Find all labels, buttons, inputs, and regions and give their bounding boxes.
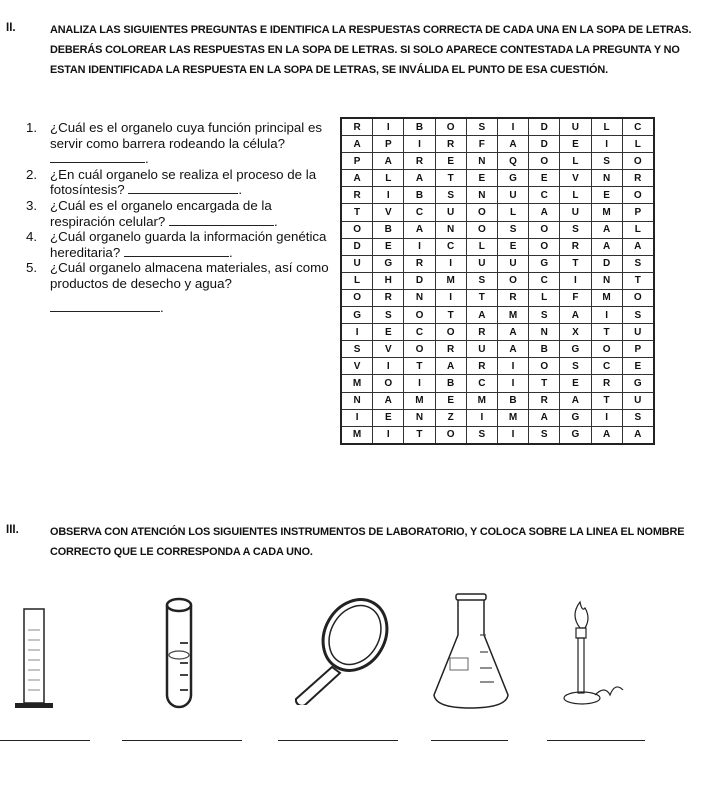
grid-cell[interactable]: I xyxy=(591,307,622,324)
grid-cell[interactable]: C xyxy=(466,375,497,392)
grid-cell[interactable]: N xyxy=(435,221,466,238)
grid-cell[interactable]: S xyxy=(622,255,654,272)
grid-cell[interactable]: M xyxy=(466,392,497,409)
grid-cell[interactable]: A xyxy=(591,238,622,255)
grid-cell[interactable]: O xyxy=(435,118,466,136)
grid-cell[interactable]: S xyxy=(591,153,622,170)
grid-cell[interactable]: C xyxy=(591,358,622,375)
answer-blank[interactable] xyxy=(169,214,274,226)
grid-row xyxy=(341,221,654,238)
grid-cell[interactable]: C xyxy=(529,272,560,289)
grid-cell[interactable]: V xyxy=(341,358,373,375)
question-item xyxy=(26,260,336,315)
grid-cell[interactable]: T xyxy=(591,324,622,341)
grid-cell[interactable]: R xyxy=(497,289,528,306)
grid-cell[interactable]: T xyxy=(560,255,591,272)
grid-cell[interactable]: M xyxy=(497,409,528,426)
grid-cell[interactable]: O xyxy=(404,307,435,324)
grid-cell[interactable]: S xyxy=(435,187,466,204)
grid-cell[interactable]: P xyxy=(622,341,654,358)
grid-cell[interactable]: O xyxy=(341,221,373,238)
grid-cell[interactable]: T xyxy=(435,307,466,324)
grid-row xyxy=(341,392,654,409)
grid-cell[interactable]: B xyxy=(435,375,466,392)
grid-cell[interactable]: I xyxy=(341,324,373,341)
grid-cell[interactable]: A xyxy=(373,153,404,170)
question-text: ¿Cuál es el organelo cuya función principal es servir como barrera rodeando la célula? . xyxy=(50,120,323,167)
grid-cell[interactable]: S xyxy=(497,221,528,238)
grid-cell[interactable]: T xyxy=(466,289,497,306)
grid-row xyxy=(341,170,654,187)
grid-cell[interactable]: L xyxy=(591,118,622,136)
grid-cell[interactable]: U xyxy=(466,255,497,272)
question-label: ¿Cuál es el organelo cuya función principal es servir como barrera rodeando la célula? xyxy=(50,120,323,151)
grid-cell[interactable]: D xyxy=(341,238,373,255)
grid-cell[interactable]: O xyxy=(404,341,435,358)
answer-blank[interactable] xyxy=(50,151,145,163)
grid-cell[interactable]: D xyxy=(591,255,622,272)
grid-cell[interactable]: I xyxy=(591,409,622,426)
grid-cell[interactable]: A xyxy=(622,426,654,444)
grid-cell[interactable]: G xyxy=(560,341,591,358)
answer-line-3[interactable] xyxy=(278,740,398,741)
grid-cell[interactable]: A xyxy=(529,409,560,426)
section-3-instructions: OBSERVA CON ATENCIÓN LOS SIGUIENTES INSTRUMENTOS DE LABORATORIO, Y COLOCA SOBRE LA LINEA EL NOMBRE CORRECTO QUE LE CORRESPONDA A CADA UNO. xyxy=(50,526,685,558)
grid-cell[interactable]: X xyxy=(560,324,591,341)
grid-cell[interactable]: O xyxy=(341,289,373,306)
grid-cell[interactable]: D xyxy=(404,272,435,289)
grid-row xyxy=(341,153,654,170)
grid-cell[interactable]: E xyxy=(529,170,560,187)
grid-cell[interactable]: P xyxy=(341,153,373,170)
grid-cell[interactable]: R xyxy=(404,153,435,170)
question-label: ¿Cuál organelo guarda la información genética hereditaria? xyxy=(50,229,327,260)
grid-cell[interactable]: C xyxy=(435,238,466,255)
grid-row xyxy=(341,341,654,358)
grid-cell[interactable]: O xyxy=(435,426,466,444)
grid-cell[interactable]: T xyxy=(435,170,466,187)
grid-cell[interactable]: M xyxy=(341,375,373,392)
grid-cell[interactable]: R xyxy=(622,170,654,187)
grid-cell[interactable]: A xyxy=(341,170,373,187)
grid-cell[interactable]: I xyxy=(435,289,466,306)
grid-cell[interactable]: G xyxy=(560,409,591,426)
grid-cell[interactable]: E xyxy=(373,324,404,341)
question-label: ¿Cuál organelo almacena materiales, así como productos de desecho y agua? xyxy=(50,260,329,291)
answer-line-1[interactable] xyxy=(0,740,90,741)
grid-cell[interactable]: L xyxy=(622,136,654,153)
answer-line-2[interactable] xyxy=(122,740,242,741)
answer-line-4[interactable] xyxy=(431,740,508,741)
grid-cell[interactable]: E xyxy=(497,238,528,255)
grid-cell[interactable]: A xyxy=(373,392,404,409)
grid-cell[interactable]: Z xyxy=(435,409,466,426)
grid-row xyxy=(341,409,654,426)
grid-cell[interactable]: M xyxy=(497,307,528,324)
grid-cell[interactable]: E xyxy=(560,375,591,392)
grid-cell[interactable]: E xyxy=(435,392,466,409)
question-item xyxy=(26,198,336,229)
grid-cell[interactable]: C xyxy=(622,118,654,136)
question-number: 2. xyxy=(26,166,38,182)
grid-cell[interactable]: O xyxy=(435,324,466,341)
grid-row xyxy=(341,204,654,221)
grid-cell[interactable]: I xyxy=(341,409,373,426)
grid-cell[interactable]: D xyxy=(529,136,560,153)
grid-cell[interactable]: A xyxy=(591,221,622,238)
grid-cell[interactable]: G xyxy=(529,255,560,272)
grid-cell[interactable]: E xyxy=(435,153,466,170)
grid-cell[interactable]: A xyxy=(435,358,466,375)
grid-cell[interactable]: R xyxy=(435,136,466,153)
question-item xyxy=(26,167,336,198)
grid-cell[interactable]: R xyxy=(435,341,466,358)
grid-cell[interactable]: G xyxy=(497,170,528,187)
grid-cell[interactable]: I xyxy=(373,426,404,444)
grid-cell[interactable]: T xyxy=(341,204,373,221)
grid-cell[interactable]: R xyxy=(404,255,435,272)
grid-cell[interactable]: S xyxy=(622,307,654,324)
grid-cell[interactable]: L xyxy=(529,289,560,306)
grid-row xyxy=(341,324,654,341)
grid-cell[interactable]: H xyxy=(373,272,404,289)
grid-cell[interactable]: T xyxy=(404,358,435,375)
section-2-instructions: ANALIZA LAS SIGUIENTES PREGUNTAS E IDENTIFICA LA RESPUESTAS CORRECTA DE CADA UNA EN LA SOPA DE LETRAS. DEBERÁS COLOREAR LAS RESPUESTAS EN LA SOPA DE LETRAS. SI SOLO APARECE CONTESTADA LA PREGUNTA Y NO ESTAN IDENTIFICADA LA RESPUESTA EN LA SOPA DE LETRAS, SE INVÁLIDA EL PUNTO DE ESA CUESTIÓN. xyxy=(50,24,692,76)
grid-cell[interactable]: E xyxy=(591,187,622,204)
grid-cell[interactable]: U xyxy=(560,204,591,221)
grid-cell[interactable]: L xyxy=(560,153,591,170)
grid-cell[interactable]: I xyxy=(497,375,528,392)
grid-cell[interactable]: M xyxy=(404,392,435,409)
grid-cell[interactable]: U xyxy=(435,204,466,221)
grid-cell[interactable]: I xyxy=(591,136,622,153)
answer-blank[interactable] xyxy=(124,245,229,257)
answer-line-5[interactable] xyxy=(547,740,645,741)
grid-cell[interactable]: C xyxy=(404,204,435,221)
grid-row xyxy=(341,307,654,324)
grid-cell[interactable]: T xyxy=(404,426,435,444)
grid-cell[interactable]: I xyxy=(435,255,466,272)
grid-cell[interactable]: O xyxy=(373,375,404,392)
grid-cell[interactable]: A xyxy=(466,307,497,324)
question-text: ¿En cuál organelo se realiza el proceso de la fotosíntesis? . xyxy=(50,166,317,198)
grid-cell[interactable]: S xyxy=(466,426,497,444)
grid-row xyxy=(341,255,654,272)
grid-cell[interactable]: A xyxy=(404,170,435,187)
grid-cell[interactable]: G xyxy=(622,375,654,392)
question-item xyxy=(26,120,336,167)
grid-cell[interactable]: U xyxy=(622,324,654,341)
grid-cell[interactable]: O xyxy=(622,153,654,170)
grid-cell[interactable]: O xyxy=(466,204,497,221)
grid-cell[interactable]: S xyxy=(466,272,497,289)
grid-cell[interactable]: A xyxy=(622,238,654,255)
grid-cell[interactable]: S xyxy=(529,307,560,324)
grid-cell[interactable]: Q xyxy=(497,153,528,170)
grid-cell[interactable]: I xyxy=(466,409,497,426)
grid-cell[interactable]: O xyxy=(591,341,622,358)
question-number: 5. xyxy=(26,260,38,276)
grid-cell[interactable]: T xyxy=(529,375,560,392)
grid-cell[interactable]: U xyxy=(341,255,373,272)
test-tube-icon xyxy=(160,595,200,715)
grid-cell[interactable]: D xyxy=(529,118,560,136)
grid-cell[interactable]: U xyxy=(466,341,497,358)
grid-cell[interactable]: F xyxy=(560,289,591,306)
grid-cell[interactable]: S xyxy=(373,307,404,324)
grid-cell[interactable]: E xyxy=(373,238,404,255)
grid-cell[interactable]: A xyxy=(404,221,435,238)
grid-cell[interactable]: L xyxy=(622,221,654,238)
grid-cell[interactable]: O xyxy=(529,153,560,170)
grid-cell[interactable]: O xyxy=(466,221,497,238)
question-number: 3. xyxy=(26,197,38,213)
grid-cell[interactable]: N xyxy=(466,153,497,170)
grid-cell[interactable]: V xyxy=(373,204,404,221)
grid-cell[interactable]: A xyxy=(497,136,528,153)
grid-cell[interactable]: E xyxy=(622,358,654,375)
grid-cell[interactable]: N xyxy=(341,392,373,409)
graduated-cylinder-icon xyxy=(10,605,60,715)
grid-cell[interactable]: N xyxy=(466,187,497,204)
grid-cell[interactable]: R xyxy=(373,289,404,306)
grid-cell[interactable]: I xyxy=(404,238,435,255)
question-text: ¿Cuál organelo almacena materiales, así como productos de desecho y agua? . xyxy=(50,260,329,315)
grid-cell[interactable]: C xyxy=(529,187,560,204)
grid-cell[interactable]: U xyxy=(497,255,528,272)
section-3-number: III. xyxy=(6,524,19,536)
grid-cell[interactable]: M xyxy=(591,204,622,221)
grid-cell[interactable]: R xyxy=(529,392,560,409)
grid-cell[interactable]: G xyxy=(341,307,373,324)
grid-cell[interactable]: I xyxy=(497,118,528,136)
grid-cell[interactable]: L xyxy=(560,187,591,204)
question-text: ¿Cuál organelo guarda la información genética hereditaria? . xyxy=(50,229,327,260)
grid-cell[interactable]: U xyxy=(622,392,654,409)
grid-row xyxy=(341,358,654,375)
grid-cell[interactable]: T xyxy=(591,392,622,409)
grid-cell[interactable]: A xyxy=(497,341,528,358)
grid-cell[interactable]: N xyxy=(591,272,622,289)
grid-cell[interactable]: S xyxy=(560,358,591,375)
grid-cell[interactable]: I xyxy=(497,426,528,444)
grid-row xyxy=(341,238,654,255)
grid-cell[interactable]: M xyxy=(435,272,466,289)
magnifying-glass-icon xyxy=(280,595,400,705)
grid-cell[interactable]: F xyxy=(466,136,497,153)
grid-cell[interactable]: S xyxy=(560,221,591,238)
bunsen-burner-icon xyxy=(555,600,635,710)
grid-cell[interactable]: B xyxy=(404,187,435,204)
grid-cell[interactable]: E xyxy=(560,136,591,153)
grid-cell[interactable]: S xyxy=(529,426,560,444)
grid-cell[interactable]: L xyxy=(341,272,373,289)
grid-cell[interactable]: R xyxy=(341,187,373,204)
grid-cell[interactable]: R xyxy=(560,238,591,255)
word-search-grid xyxy=(340,117,655,445)
grid-cell[interactable]: O xyxy=(529,358,560,375)
grid-cell[interactable]: T xyxy=(622,272,654,289)
grid-cell[interactable]: A xyxy=(529,204,560,221)
grid-cell[interactable]: O xyxy=(529,221,560,238)
grid-cell[interactable]: I xyxy=(560,272,591,289)
grid-cell[interactable]: M xyxy=(341,426,373,444)
question-number: 1. xyxy=(26,120,38,135)
grid-cell[interactable]: I xyxy=(404,375,435,392)
grid-cell[interactable]: L xyxy=(466,238,497,255)
grid-cell[interactable]: A xyxy=(497,324,528,341)
grid-row xyxy=(341,375,654,392)
question-number: 4. xyxy=(26,229,38,245)
grid-cell[interactable]: A xyxy=(560,307,591,324)
grid-cell[interactable]: N xyxy=(591,170,622,187)
grid-cell[interactable]: G xyxy=(373,255,404,272)
grid-cell[interactable]: L xyxy=(497,204,528,221)
question-list xyxy=(26,120,336,315)
grid-cell[interactable]: A xyxy=(560,392,591,409)
grid-cell[interactable]: B xyxy=(373,221,404,238)
grid-row xyxy=(341,289,654,306)
grid-cell[interactable]: I xyxy=(373,358,404,375)
grid-cell[interactable]: V xyxy=(373,341,404,358)
grid-row xyxy=(341,187,654,204)
grid-cell[interactable]: A xyxy=(591,426,622,444)
grid-cell[interactable]: B xyxy=(404,118,435,136)
grid-cell[interactable]: L xyxy=(373,170,404,187)
grid-cell[interactable]: U xyxy=(497,187,528,204)
grid-cell[interactable]: U xyxy=(560,118,591,136)
question-text: ¿Cuál es el organelo encargada de la respiración celular? . xyxy=(50,197,278,229)
grid-cell[interactable]: I xyxy=(373,118,404,136)
erlenmeyer-flask-icon xyxy=(430,590,515,715)
grid-cell[interactable]: N xyxy=(404,409,435,426)
grid-cell[interactable]: E xyxy=(466,170,497,187)
question-label: ¿Cuál es el organelo encargada de la respiración celular? xyxy=(50,197,272,229)
grid-cell[interactable]: S xyxy=(466,118,497,136)
grid-cell[interactable]: I xyxy=(373,187,404,204)
grid-row xyxy=(341,426,654,444)
grid-cell[interactable]: S xyxy=(622,409,654,426)
grid-cell[interactable]: E xyxy=(373,409,404,426)
grid-cell[interactable]: I xyxy=(497,358,528,375)
grid-cell[interactable]: A xyxy=(341,136,373,153)
grid-cell[interactable]: R xyxy=(466,324,497,341)
answer-blank[interactable] xyxy=(128,182,238,194)
grid-cell[interactable]: C xyxy=(404,324,435,341)
grid-cell[interactable]: R xyxy=(466,358,497,375)
grid-cell[interactable]: M xyxy=(591,289,622,306)
grid-cell[interactable]: S xyxy=(341,341,373,358)
grid-cell[interactable]: O xyxy=(622,289,654,306)
grid-cell[interactable]: N xyxy=(529,324,560,341)
grid-cell[interactable]: R xyxy=(591,375,622,392)
grid-cell[interactable]: O xyxy=(529,238,560,255)
grid-cell[interactable]: I xyxy=(404,136,435,153)
grid-cell[interactable]: R xyxy=(341,118,373,136)
grid-cell[interactable]: P xyxy=(373,136,404,153)
grid-cell[interactable]: P xyxy=(622,204,654,221)
grid-cell[interactable]: O xyxy=(497,272,528,289)
grid-cell[interactable]: B xyxy=(529,341,560,358)
question-label: ¿En cuál organelo se realiza el proceso de la fotosíntesis? xyxy=(50,166,317,198)
grid-cell[interactable]: G xyxy=(560,426,591,444)
grid-cell[interactable]: O xyxy=(622,187,654,204)
grid-cell[interactable]: B xyxy=(497,392,528,409)
answer-blank[interactable] xyxy=(50,300,160,312)
section-2-number: II. xyxy=(6,22,16,34)
grid-row xyxy=(341,272,654,289)
question-item xyxy=(26,229,336,260)
grid-cell[interactable]: N xyxy=(404,289,435,306)
grid-row xyxy=(341,118,654,136)
grid-cell[interactable]: V xyxy=(560,170,591,187)
grid-row xyxy=(341,136,654,153)
